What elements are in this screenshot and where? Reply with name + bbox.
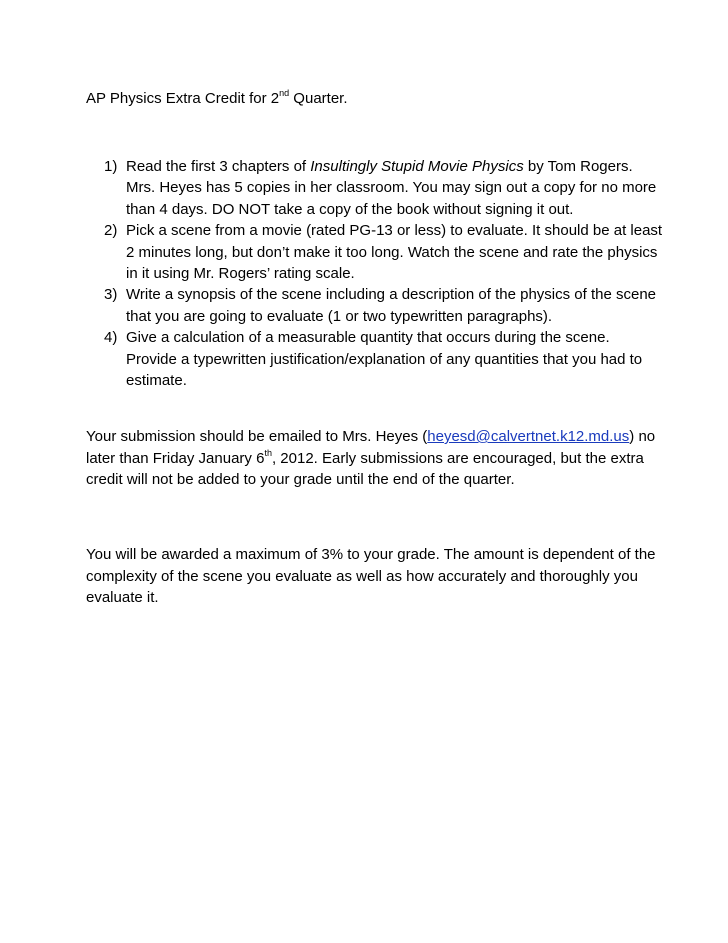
list-item: [104, 156, 664, 220]
page-title: [86, 88, 348, 110]
list-item-text: Write a synopsis of the scene including a description of the physics of the scene that you are going to evaluate (1 or two typewritten paragraphs).: [126, 286, 657, 325]
list-item-text: by Tom Rogers. Mrs. Heyes has 5 copies in her classroom. You may sign out a copy for no more than 4 days. DO NOT take a copy of the book without signing it out.: [126, 158, 657, 218]
book-title: Insultingly Stupid Movie Physics: [310, 158, 524, 175]
date-superscript: th: [264, 447, 272, 458]
submission-text: Your submission should be emailed to Mrs. Heyes (: [86, 428, 428, 445]
list-item-number: 4): [104, 329, 118, 347]
list-item-number: 3): [104, 286, 118, 304]
title-suffix: Quarter.: [289, 90, 348, 107]
list-item-number: 2): [104, 222, 118, 240]
submission-paragraph: [86, 426, 666, 491]
title-superscript: nd: [279, 88, 290, 98]
list-item-text: Pick a scene from a movie (rated PG-13 or less) to evaluate. It should be at least 2 minutes long, but don’t make it too long. Watch the scene and rate the physics in it using Mr. Rogers’ rating scale.: [126, 222, 663, 283]
email-link[interactable]: heyesd@calvertnet.k12.md.us: [427, 428, 630, 445]
list-item: [104, 284, 664, 327]
list-item-text: Read the first 3 chapters of: [126, 158, 311, 175]
list-item-number: 1): [104, 158, 118, 175]
submission-text: ) no later than Friday January 6: [86, 428, 656, 467]
list-item: [104, 220, 664, 284]
instruction-list: [104, 156, 664, 391]
title-prefix: AP Physics Extra Credit for 2: [86, 90, 280, 107]
list-item-text: Give a calculation of a measurable quantity that occurs during the scene. Provide a typewritten justification/explanation of any quantities that you had to estimate.: [126, 329, 643, 390]
list-item: [104, 327, 664, 391]
submission-text: , 2012. Early submissions are encouraged, but the extra credit will not be added to your grade until the end of the quarter.: [86, 449, 644, 488]
award-paragraph: You will be awarded a maximum of 3% to your grade. The amount is dependent of the complexity of the scene you evaluate as well as how accurately and thoroughly you evaluate it.: [86, 546, 656, 606]
